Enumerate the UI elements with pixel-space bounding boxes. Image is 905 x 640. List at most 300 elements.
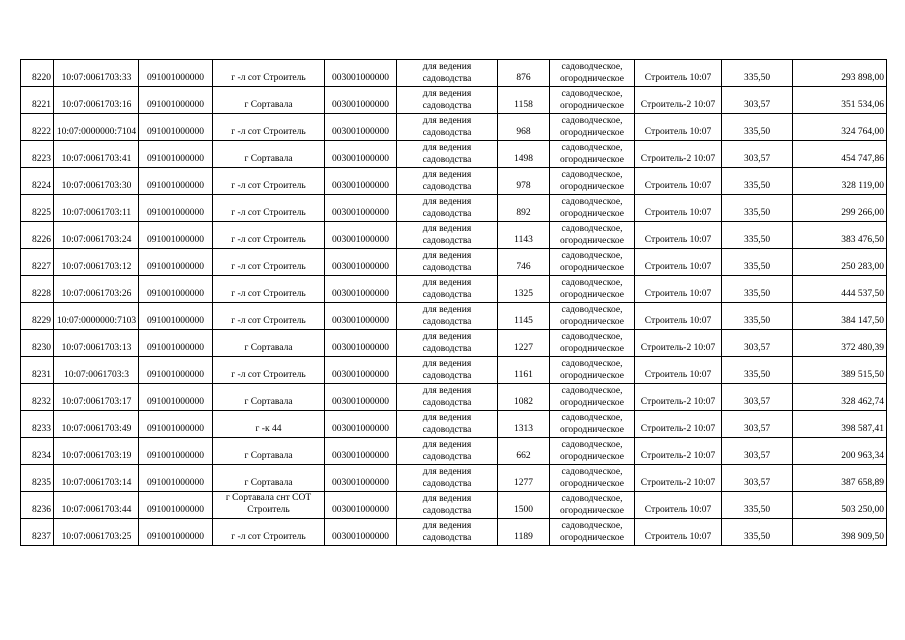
cell-address: г Сортавала: [244, 100, 293, 110]
valuation-zone: [635, 492, 722, 519]
permitted-use: [397, 357, 498, 384]
valuation-zone: [635, 114, 722, 141]
area: [498, 114, 550, 141]
address: [213, 465, 325, 492]
cell-cadastral: 10:07:0061703:24: [61, 235, 132, 245]
cell-use-l1: для ведения: [422, 332, 472, 342]
cadastral-value: [793, 276, 887, 303]
cell-use-l1: для ведения: [422, 89, 472, 99]
cadastral-number: [54, 168, 139, 195]
cell-area: 968: [516, 127, 531, 137]
cell-oktmo: 003001000000: [332, 208, 389, 218]
valuation-zone: [635, 195, 722, 222]
specific-value: [722, 411, 793, 438]
row-number: [21, 384, 54, 411]
cadastral-number: [54, 114, 139, 141]
permitted-use: [397, 330, 498, 357]
row-number: [21, 465, 54, 492]
cell-cat-l1: садоводческое,: [561, 386, 623, 396]
cell-cat-l2: огородническое: [559, 398, 625, 408]
area: [498, 465, 550, 492]
cell-area: 1313: [514, 424, 533, 434]
okato-code: [139, 492, 213, 519]
cell-address: г -л сот Строитель: [231, 73, 306, 83]
cell-num: 8235: [32, 478, 51, 488]
cell-oktmo: 003001000000: [332, 478, 389, 488]
cell-oktmo: 003001000000: [332, 262, 389, 272]
cell-cat-l2: огородническое: [559, 317, 625, 327]
cell-cat-l2: огородническое: [559, 479, 625, 489]
specific-value: [722, 168, 793, 195]
area: [498, 222, 550, 249]
cell-cadastral: 10:07:0061703:3: [64, 370, 129, 380]
cell-use-l2: садоводства: [422, 506, 472, 516]
cell-area: 892: [516, 208, 531, 218]
specific-value: [722, 357, 793, 384]
cadastral-number: [54, 249, 139, 276]
permitted-use: [397, 114, 498, 141]
cell-zone: Строитель-2 10:07: [640, 478, 716, 488]
oktmo-code: [325, 141, 397, 168]
area: [498, 438, 550, 465]
cell-use-l2: садоводства: [422, 236, 472, 246]
cadastral-value: [793, 384, 887, 411]
cadastral-value: [793, 330, 887, 357]
cell-cat-l1: садоводческое,: [561, 494, 623, 504]
cell-area: 1189: [514, 532, 533, 542]
cell-use-l1: для ведения: [422, 197, 472, 207]
cell-rate: 335,50: [743, 505, 771, 515]
specific-value: [722, 141, 793, 168]
cell-oktmo: 003001000000: [332, 73, 389, 83]
cell-use-l1: для ведения: [422, 251, 472, 261]
cell-cadastral: 10:07:0061703:49: [61, 424, 132, 434]
table-row: [21, 330, 887, 357]
cell-cat-l1: садоводческое,: [561, 467, 623, 477]
cell-area: 746: [516, 262, 531, 272]
cell-rate: 335,50: [743, 208, 771, 218]
cell-cat-l2: огородническое: [559, 452, 625, 462]
okato-code: [139, 330, 213, 357]
cell-cadastral: 10:07:0061703:16: [61, 100, 132, 110]
cell-cat-l2: огородническое: [559, 263, 625, 273]
cell-oktmo: 003001000000: [332, 289, 389, 299]
permitted-use: [397, 492, 498, 519]
cell-value: 384 147,50: [841, 316, 884, 326]
oktmo-code: [325, 114, 397, 141]
cell-okato: 091001000000: [147, 424, 204, 434]
cell-zone: Строитель 10:07: [644, 73, 712, 83]
cell-value: 200 963,34: [841, 451, 884, 461]
area: [498, 249, 550, 276]
cell-num: 8229: [32, 316, 51, 326]
cadastral-value: [793, 249, 887, 276]
oktmo-code: [325, 465, 397, 492]
cell-cat-l2: огородническое: [559, 533, 625, 543]
row-number: [21, 114, 54, 141]
cell-use-l1: для ведения: [422, 224, 472, 234]
cell-rate: 335,50: [743, 370, 771, 380]
okato-code: [139, 384, 213, 411]
cell-cat-l2: огородническое: [559, 155, 625, 165]
cell-use-l2: садоводства: [422, 128, 472, 138]
table-row: [21, 276, 887, 303]
cell-cat-l1: садоводческое,: [561, 440, 623, 450]
oktmo-code: [325, 411, 397, 438]
cell-num: 8226: [32, 235, 51, 245]
cell-zone: Строитель 10:07: [644, 235, 712, 245]
cell-oktmo: 003001000000: [332, 532, 389, 542]
land-category: [550, 87, 635, 114]
row-number: [21, 141, 54, 168]
cell-use-l1: для ведения: [422, 467, 472, 477]
permitted-use: [397, 141, 498, 168]
cell-cadastral: 10:07:0000000:7103: [56, 316, 137, 326]
cell-rate: 303,57: [743, 100, 771, 110]
cell-use-l2: садоводства: [422, 371, 472, 381]
oktmo-code: [325, 87, 397, 114]
cell-num: 8230: [32, 343, 51, 353]
permitted-use: [397, 303, 498, 330]
oktmo-code: [325, 384, 397, 411]
cell-cat-l2: огородническое: [559, 506, 625, 516]
valuation-zone: [635, 438, 722, 465]
cell-value: 351 534,06: [841, 100, 884, 110]
cell-cat-l1: садоводческое,: [561, 278, 623, 288]
valuation-zone: [635, 141, 722, 168]
address: [213, 357, 325, 384]
row-number: [21, 519, 54, 546]
table-row: [21, 465, 887, 492]
cell-cat-l2: огородническое: [559, 344, 625, 354]
cell-num: 8220: [32, 73, 51, 83]
land-category: [550, 222, 635, 249]
cadastral-number: [54, 384, 139, 411]
cell-address: г -л сот Строитель: [231, 262, 306, 272]
cell-zone: Строитель-2 10:07: [640, 424, 716, 434]
cell-zone: Строитель-2 10:07: [640, 397, 716, 407]
address: [213, 276, 325, 303]
cell-use-l2: садоводства: [422, 425, 472, 435]
area: [498, 141, 550, 168]
cell-area: 1500: [514, 505, 533, 515]
specific-value: [722, 492, 793, 519]
cell-zone: Строитель 10:07: [644, 532, 712, 542]
cell-use-l1: для ведения: [422, 440, 472, 450]
cell-cat-l1: садоводческое,: [561, 359, 623, 369]
cell-area: 662: [516, 451, 531, 461]
cell-cat-l2: огородническое: [559, 290, 625, 300]
valuation-zone: [635, 222, 722, 249]
land-category: [550, 438, 635, 465]
cell-rate: 335,50: [743, 181, 771, 191]
cell-oktmo: 003001000000: [332, 505, 389, 515]
cadastral-value: [793, 168, 887, 195]
cell-use-l2: садоводства: [422, 74, 472, 84]
land-registry-table: [20, 59, 887, 546]
valuation-zone: [635, 60, 722, 87]
cell-address: г Сортавала: [244, 343, 293, 353]
cell-value: 389 515,50: [841, 370, 884, 380]
area: [498, 330, 550, 357]
area: [498, 303, 550, 330]
cell-value: 372 480,39: [841, 343, 884, 353]
row-number: [21, 222, 54, 249]
cell-cadastral: 10:07:0061703:25: [61, 532, 132, 542]
cell-area: 1227: [514, 343, 533, 353]
cadastral-number: [54, 492, 139, 519]
address: [213, 519, 325, 546]
cell-cat-l1: садоводческое,: [561, 251, 623, 261]
cell-okato: 091001000000: [147, 343, 204, 353]
oktmo-code: [325, 330, 397, 357]
okato-code: [139, 276, 213, 303]
address: [213, 249, 325, 276]
cell-use-l2: садоводства: [422, 263, 472, 273]
table-row: [21, 384, 887, 411]
cell-cadastral: 10:07:0061703:17: [61, 397, 132, 407]
cell-okato: 091001000000: [147, 397, 204, 407]
cadastral-number: [54, 141, 139, 168]
area: [498, 519, 550, 546]
cell-cadastral: 10:07:0061703:26: [61, 289, 132, 299]
cell-oktmo: 003001000000: [332, 235, 389, 245]
specific-value: [722, 384, 793, 411]
cell-oktmo: 003001000000: [332, 316, 389, 326]
cell-cadastral: 10:07:0061703:44: [61, 505, 132, 515]
specific-value: [722, 330, 793, 357]
oktmo-code: [325, 222, 397, 249]
land-category: [550, 249, 635, 276]
table-row: [21, 438, 887, 465]
cell-use-l1: для ведения: [422, 116, 472, 126]
area: [498, 195, 550, 222]
cell-zone: Строитель 10:07: [644, 208, 712, 218]
cadastral-value: [793, 492, 887, 519]
okato-code: [139, 141, 213, 168]
row-number: [21, 276, 54, 303]
row-number: [21, 195, 54, 222]
cell-zone: Строитель 10:07: [644, 316, 712, 326]
cell-okato: 091001000000: [147, 370, 204, 380]
cell-okato: 091001000000: [147, 451, 204, 461]
cell-num: 8233: [32, 424, 51, 434]
cell-cadastral: 10:07:0061703:19: [61, 451, 132, 461]
okato-code: [139, 249, 213, 276]
cell-okato: 091001000000: [147, 235, 204, 245]
cell-rate: 303,57: [743, 451, 771, 461]
cadastral-number: [54, 222, 139, 249]
cadastral-value: [793, 438, 887, 465]
cell-num: 8224: [32, 181, 51, 191]
cell-cadastral: 10:07:0061703:12: [61, 262, 132, 272]
valuation-zone: [635, 411, 722, 438]
cell-value: 328 462,74: [841, 397, 884, 407]
cell-rate: 303,57: [743, 478, 771, 488]
permitted-use: [397, 60, 498, 87]
cell-address: г -л сот Строитель: [231, 181, 306, 191]
table-row: [21, 60, 887, 87]
valuation-zone: [635, 465, 722, 492]
cell-area: 1498: [514, 154, 533, 164]
okato-code: [139, 465, 213, 492]
area: [498, 168, 550, 195]
cell-cat-l1: садоводческое,: [561, 89, 623, 99]
address: [213, 195, 325, 222]
cell-use-l2: садоводства: [422, 452, 472, 462]
valuation-zone: [635, 357, 722, 384]
cell-okato: 091001000000: [147, 289, 204, 299]
row-number: [21, 492, 54, 519]
table-row: [21, 411, 887, 438]
cell-use-l1: для ведения: [422, 494, 472, 504]
okato-code: [139, 168, 213, 195]
permitted-use: [397, 222, 498, 249]
cell-okato: 091001000000: [147, 316, 204, 326]
cell-num: 8237: [32, 532, 51, 542]
specific-value: [722, 114, 793, 141]
cell-okato: 091001000000: [147, 505, 204, 515]
cell-cat-l2: огородническое: [559, 182, 625, 192]
cell-address: г -л сот Строитель: [231, 289, 306, 299]
cell-cat-l1: садоводческое,: [561, 116, 623, 126]
cell-cadastral: 10:07:0061703:33: [61, 73, 132, 83]
address: [213, 168, 325, 195]
cell-rate: 335,50: [743, 289, 771, 299]
cadastral-value: [793, 87, 887, 114]
row-number: [21, 60, 54, 87]
cell-area: 1325: [514, 289, 533, 299]
cell-cadastral: 10:07:0061703:13: [61, 343, 132, 353]
cell-cadastral: 10:07:0061703:14: [61, 478, 132, 488]
specific-value: [722, 222, 793, 249]
cadastral-value: [793, 519, 887, 546]
cell-use-l2: садоводства: [422, 317, 472, 327]
cell-zone: Строитель 10:07: [644, 181, 712, 191]
cell-value: 444 537,50: [841, 289, 884, 299]
specific-value: [722, 195, 793, 222]
cell-num: 8225: [32, 208, 51, 218]
land-category: [550, 114, 635, 141]
cadastral-value: [793, 195, 887, 222]
cadastral-number: [54, 357, 139, 384]
cell-address: г -л сот Строитель: [231, 370, 306, 380]
cell-address: г -л сот Строитель: [231, 127, 306, 137]
cell-zone: Строитель 10:07: [644, 127, 712, 137]
cell-oktmo: 003001000000: [332, 100, 389, 110]
valuation-zone: [635, 519, 722, 546]
land-category: [550, 60, 635, 87]
permitted-use: [397, 276, 498, 303]
cell-value: 293 898,00: [841, 73, 884, 83]
table-row: [21, 492, 887, 519]
permitted-use: [397, 249, 498, 276]
oktmo-code: [325, 438, 397, 465]
cell-area: 1143: [514, 235, 533, 245]
specific-value: [722, 438, 793, 465]
cell-oktmo: 003001000000: [332, 370, 389, 380]
cell-num: 8228: [32, 289, 51, 299]
address: [213, 87, 325, 114]
cell-address: г Сортавала: [244, 397, 293, 407]
land-category: [550, 384, 635, 411]
cell-address: г -л сот Строитель: [231, 208, 306, 218]
table-row: [21, 114, 887, 141]
specific-value: [722, 303, 793, 330]
table-row: [21, 222, 887, 249]
cell-cat-l2: огородническое: [559, 74, 625, 84]
cell-area: 1161: [514, 370, 533, 380]
cell-num: 8236: [32, 505, 51, 515]
cell-value: 250 283,00: [841, 262, 884, 272]
cell-value: 454 747,86: [841, 154, 884, 164]
land-category: [550, 411, 635, 438]
okato-code: [139, 87, 213, 114]
area: [498, 87, 550, 114]
cell-num: 8223: [32, 154, 51, 164]
specific-value: [722, 249, 793, 276]
cell-zone: Строитель 10:07: [644, 505, 712, 515]
okato-code: [139, 438, 213, 465]
cell-num: 8231: [32, 370, 51, 380]
cadastral-number: [54, 195, 139, 222]
cell-use-l2: садоводства: [422, 101, 472, 111]
cell-value: 324 764,00: [841, 127, 884, 137]
address: [213, 222, 325, 249]
area: [498, 384, 550, 411]
cell-okato: 091001000000: [147, 181, 204, 191]
cell-rate: 335,50: [743, 316, 771, 326]
cell-okato: 091001000000: [147, 478, 204, 488]
table-row: [21, 141, 887, 168]
cell-cadastral: 10:07:0061703:30: [61, 181, 132, 191]
cell-use-l2: садоводства: [422, 182, 472, 192]
cell-use-l1: для ведения: [422, 386, 472, 396]
land-category: [550, 195, 635, 222]
okato-code: [139, 222, 213, 249]
land-category: [550, 276, 635, 303]
cell-cat-l2: огородническое: [559, 371, 625, 381]
cell-cat-l2: огородническое: [559, 236, 625, 246]
cell-oktmo: 003001000000: [332, 397, 389, 407]
cell-value: 387 658,89: [841, 478, 884, 488]
cell-use-l2: садоводства: [422, 398, 472, 408]
cell-okato: 091001000000: [147, 73, 204, 83]
cell-cat-l1: садоводческое,: [561, 413, 623, 423]
cell-zone: Строитель 10:07: [644, 289, 712, 299]
cell-area: 1145: [514, 316, 533, 326]
cell-use-l1: для ведения: [422, 62, 472, 72]
address: [213, 60, 325, 87]
cell-okato: 091001000000: [147, 532, 204, 542]
cell-use-l2: садоводства: [422, 155, 472, 165]
address: [213, 492, 325, 519]
cell-zone: Строитель-2 10:07: [640, 100, 716, 110]
okato-code: [139, 114, 213, 141]
cell-cat-l1: садоводческое,: [561, 224, 623, 234]
row-number: [21, 357, 54, 384]
specific-value: [722, 60, 793, 87]
area: [498, 492, 550, 519]
area: [498, 357, 550, 384]
cell-oktmo: 003001000000: [332, 154, 389, 164]
valuation-zone: [635, 249, 722, 276]
cell-address: г -к 44: [255, 424, 282, 434]
okato-code: [139, 411, 213, 438]
cadastral-number: [54, 411, 139, 438]
cell-rate: 335,50: [743, 262, 771, 272]
cell-cat-l2: огородническое: [559, 101, 625, 111]
